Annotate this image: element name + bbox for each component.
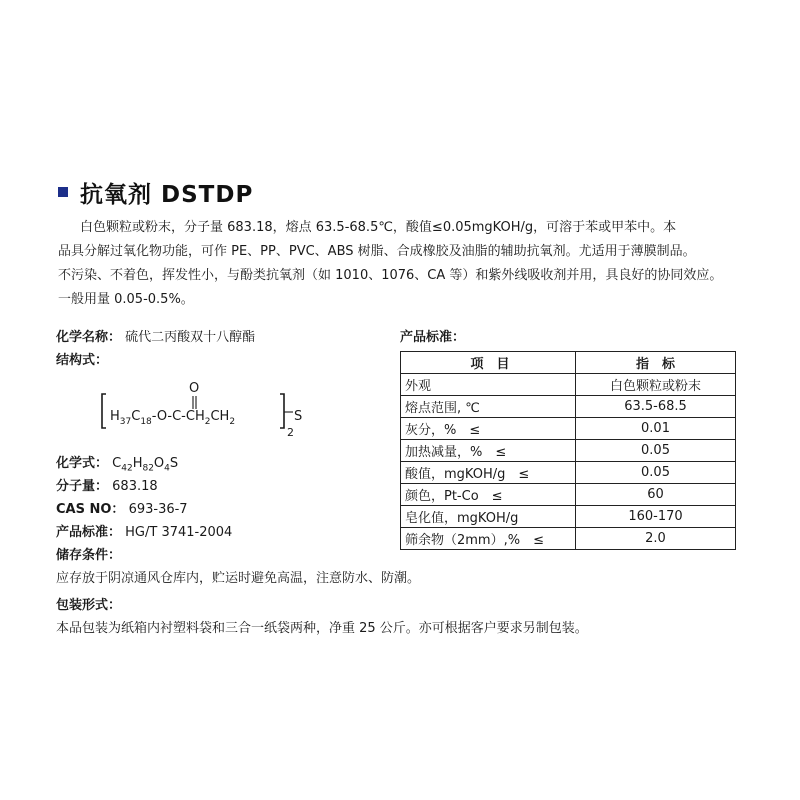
molecular-weight-label: 分子量： bbox=[56, 479, 109, 494]
table-row bbox=[401, 396, 736, 418]
chemical-name-row bbox=[56, 326, 386, 349]
product-standard-value: HG/T 3741-2004 bbox=[125, 525, 233, 540]
structural-formula bbox=[56, 376, 386, 452]
c-subscript: 18 bbox=[140, 417, 152, 427]
intro-line: 白色颗粒或粉末，分子量 683.18，熔点 63.5-68.5℃，酸值≤0.05mgKOH/g，可溶于苯或甲苯中。本 bbox=[80, 220, 677, 235]
structure-label: 结构式： bbox=[56, 353, 109, 368]
ch2-b-subscript: 2 bbox=[229, 417, 236, 427]
title-row bbox=[58, 176, 253, 208]
item-cell: 熔点范围, ℃ bbox=[401, 396, 576, 418]
table-row bbox=[401, 484, 736, 506]
formula-h: H bbox=[132, 456, 143, 471]
item-cell: 皂化值，mgKOH/g bbox=[401, 506, 576, 528]
formula-row bbox=[56, 452, 386, 475]
value-cell: 2.0 bbox=[576, 528, 736, 550]
spec-table-header bbox=[401, 352, 736, 374]
value-cell: 0.05 bbox=[576, 440, 736, 462]
table-row bbox=[401, 506, 736, 528]
spec-section bbox=[400, 327, 740, 550]
storage-packaging-section bbox=[56, 545, 756, 641]
value-cell: 白色颗粒或粉末 bbox=[576, 374, 736, 396]
multiplier: 2 bbox=[287, 426, 294, 439]
left-bracket bbox=[102, 394, 106, 428]
storage-text: 应存放于阴凉通风仓库内，贮运时避免高温，注意防水、防潮。 bbox=[56, 571, 421, 586]
ester-chain: -O-C-CH bbox=[151, 409, 205, 424]
value-cell: 60 bbox=[576, 484, 736, 506]
structure-label-row bbox=[56, 349, 386, 372]
cas-row bbox=[56, 498, 386, 521]
product-standard-row bbox=[56, 521, 386, 544]
alkyl-c: C bbox=[131, 409, 141, 424]
item-cell: 灰分，% ≤ bbox=[401, 418, 576, 440]
right-bracket bbox=[280, 394, 284, 428]
sulfur-atom: S bbox=[294, 409, 303, 424]
formula-o: O bbox=[153, 456, 165, 471]
molecular-weight-value: 683.18 bbox=[112, 479, 158, 494]
ch2-b: CH bbox=[210, 409, 230, 424]
formula-c-sub: 42 bbox=[121, 463, 133, 474]
column-header-item: 项 目 bbox=[401, 352, 576, 374]
formula-h-sub: 82 bbox=[142, 463, 154, 474]
intro-line: 一般用量 0.05-0.5%。 bbox=[58, 292, 194, 307]
chemical-name-value: 硫代二丙酸双十八醇酯 bbox=[125, 330, 256, 345]
formula-o-sub: 4 bbox=[164, 463, 170, 474]
molecular-weight-row bbox=[56, 475, 386, 498]
structural-formula-drawing bbox=[56, 376, 386, 452]
cas-label: CAS NO： bbox=[56, 502, 125, 517]
packaging-label: 包装形式： bbox=[56, 598, 122, 613]
item-cell: 外观 bbox=[401, 374, 576, 396]
table-row bbox=[401, 440, 736, 462]
table-row bbox=[401, 374, 736, 396]
intro-line: 不污染、不着色，挥发性小，与酚类抗氧剂（如 1010、1076、CA 等）和紫外线吸收剂并用，具良好的协同效应。 bbox=[58, 268, 723, 283]
intro-paragraph bbox=[58, 216, 752, 312]
page-title: 抗氧剂 DSTDP bbox=[80, 181, 254, 208]
formula-s: S bbox=[169, 456, 179, 471]
item-cell: 酸值，mgKOH/g ≤ bbox=[401, 462, 576, 484]
formula-label: 化学式： bbox=[56, 456, 109, 471]
value-cell: 63.5-68.5 bbox=[576, 396, 736, 418]
item-cell: 颜色，Pt-Co ≤ bbox=[401, 484, 576, 506]
item-cell: 加热减量，% ≤ bbox=[401, 440, 576, 462]
storage-label: 储存条件： bbox=[56, 548, 122, 563]
value-cell: 160-170 bbox=[576, 506, 736, 528]
spec-table bbox=[400, 351, 736, 550]
chain-text bbox=[110, 409, 235, 427]
intro-line: 品具分解过氧化物功能，可作 PE、PP、PVC、ABS 树脂、合成橡胶及油脂的辅助抗氧剂。尤适用于薄膜制品。 bbox=[58, 244, 696, 259]
ch2-subscript: 2 bbox=[204, 417, 211, 427]
spec-heading: 产品标准： bbox=[400, 330, 466, 345]
packaging-text: 本品包装为纸箱内衬塑料袋和三合一纸袋两种，净重 25 公斤。亦可根据客户要求另制包装。 bbox=[56, 621, 588, 636]
item-cell: 筛余物（2mm）,% ≤ bbox=[401, 528, 576, 550]
property-list bbox=[56, 326, 386, 544]
table-row bbox=[401, 418, 736, 440]
value-cell: 0.01 bbox=[576, 418, 736, 440]
cas-value: 693-36-7 bbox=[128, 502, 188, 517]
column-header-value: 指 标 bbox=[576, 352, 736, 374]
formula-value bbox=[112, 456, 179, 474]
title-marker-square bbox=[58, 187, 68, 197]
table-row bbox=[401, 462, 736, 484]
h-subscript: 37 bbox=[119, 417, 132, 427]
carbonyl-oxygen: O bbox=[189, 381, 200, 396]
formula-c: C bbox=[112, 456, 122, 471]
product-standard-label: 产品标准： bbox=[56, 525, 122, 540]
alkyl-h: H bbox=[110, 409, 120, 424]
chemical-name-label: 化学名称： bbox=[56, 330, 122, 345]
value-cell: 0.05 bbox=[576, 462, 736, 484]
